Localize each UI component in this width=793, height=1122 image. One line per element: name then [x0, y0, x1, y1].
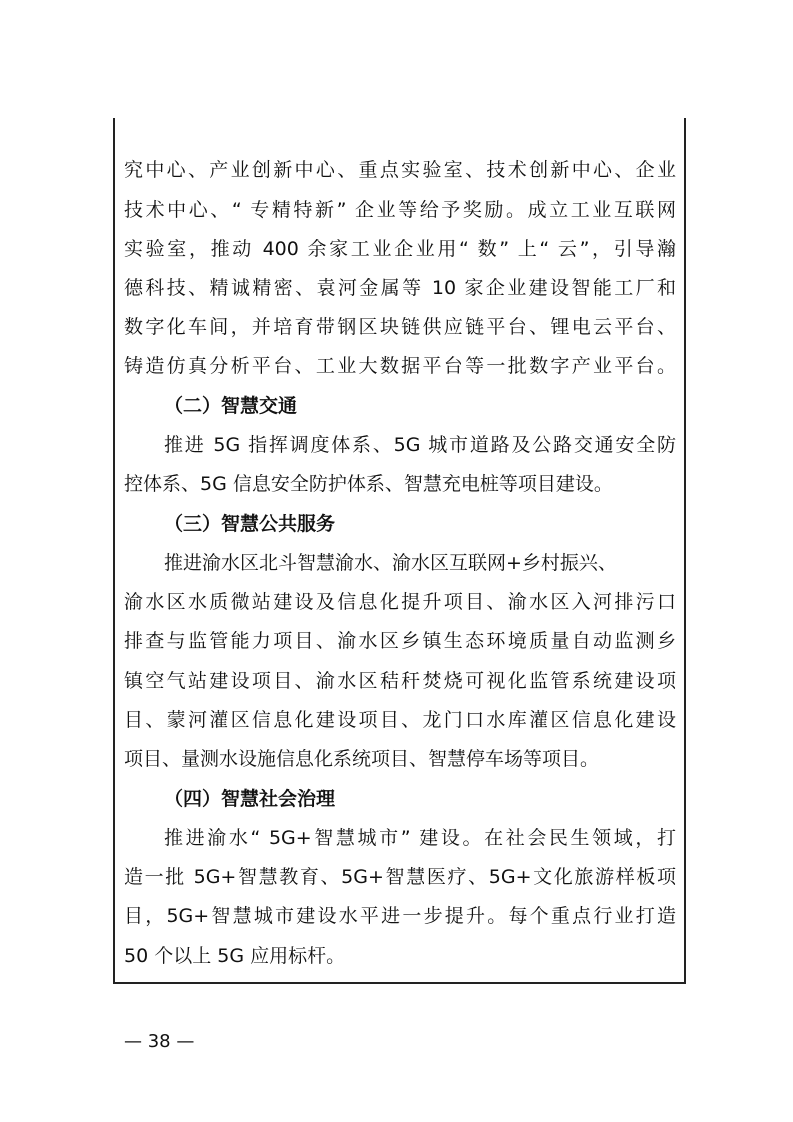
paragraph-line: 渝水区水质微站建设及信息化提升项目、渝水区入河排污口 — [124, 591, 676, 613]
paragraph-line: 数字化车间，并培育带钢区块链供应链平台、锂电云平台、 — [124, 316, 676, 338]
paragraph-line: 技术中心、“ 专精特新” 企业等给予奖励。成立工业互联网 — [124, 199, 676, 221]
paragraph-line: 推进渝水“ 5G+智慧城市” 建设。在社会民生领域，打 — [164, 827, 676, 849]
paragraph-line: 排查与监管能力项目、渝水区乡镇生态环境质量自动监测乡 — [124, 630, 676, 652]
paragraph-line: 50 个以上 5G 应用标杆。 — [124, 945, 346, 967]
paragraph-line: 究中心、产业创新中心、重点实验室、技术创新中心、企业 — [124, 159, 676, 181]
section-heading-smart-public-service: （三）智慧公共服务 — [164, 513, 336, 535]
paragraph-line: 镇空气站建设项目、渝水区秸秆焚烧可视化监管系统建设项 — [124, 670, 676, 692]
paragraph-line: 造一批 5G+智慧教育、5G+智慧医疗、5G+文化旅游样板项 — [124, 866, 676, 888]
paragraph-line: 目，5G+智慧城市建设水平进一步提升。每个重点行业打造 — [124, 905, 676, 927]
paragraph-line: 目、蒙河灌区信息化建设项目、龙门口水库灌区信息化建设 — [124, 709, 676, 731]
paragraph-line: 控体系、5G 信息安全防护体系、智慧充电桩等项目建设。 — [124, 473, 613, 495]
page-number: — 38 — — [124, 1031, 195, 1052]
paragraph-line: 实验室，推动 400 余家工业企业用“ 数” 上“ 云”，引导瀚 — [124, 238, 676, 260]
paragraph-line: 德科技、精诚精密、袁河金属等 10 家企业建设智能工厂和 — [124, 277, 676, 299]
section-heading-smart-transport: （二）智慧交通 — [164, 395, 298, 417]
paragraph-line: 项目、量测水设施信息化系统项目、智慧停车场等项目。 — [124, 748, 600, 770]
paragraph-line: 推进 5G 指挥调度体系、5G 城市道路及公路交通安全防 — [164, 434, 676, 456]
paragraph-line: 铸造仿真分析平台、工业大数据平台等一批数字产业平台。 — [124, 355, 676, 377]
section-heading-smart-social-governance: （四）智慧社会治理 — [164, 788, 336, 810]
paragraph-line: 推进渝水区北斗智慧渝水、渝水区互联网+乡村振兴、 — [164, 552, 617, 574]
